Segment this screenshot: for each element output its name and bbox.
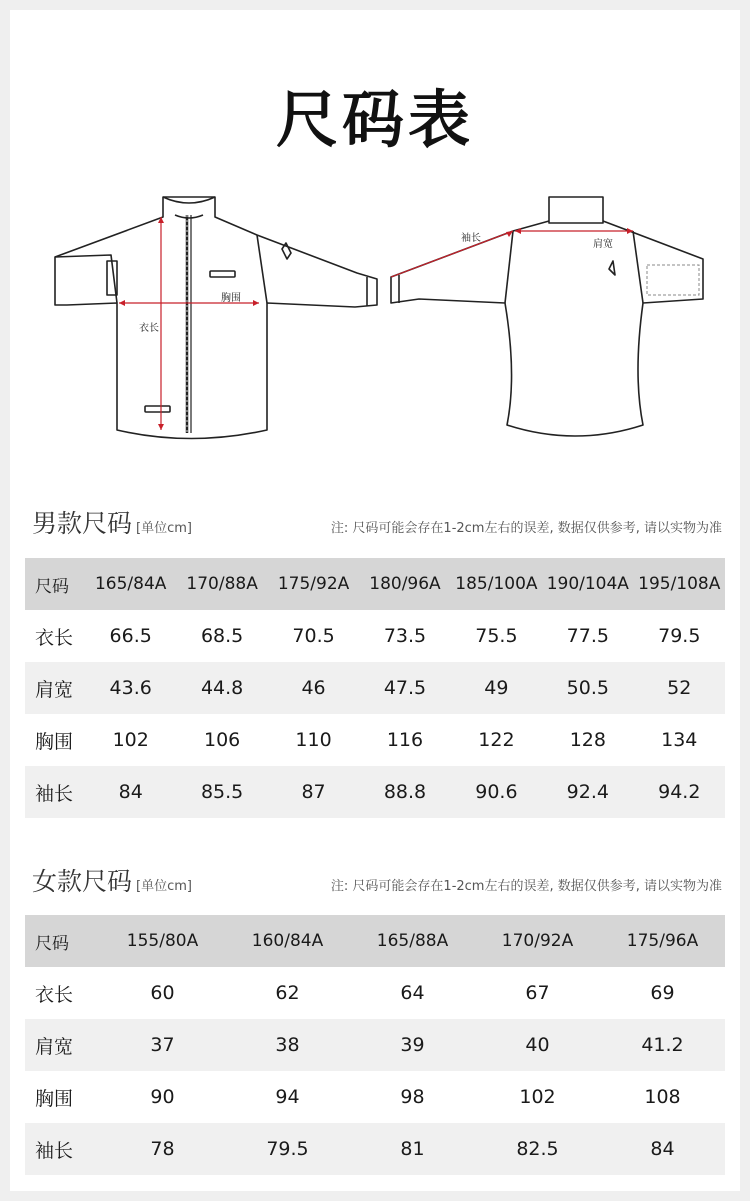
- table-cell: 40: [475, 1019, 600, 1071]
- women-note: 注: 尺码可能会存在1-2cm左右的误差, 数据仅供参考, 请以实物为准: [330, 879, 722, 894]
- header-size-cell: 160/84A: [225, 915, 350, 967]
- table-row: [25, 1123, 725, 1175]
- header-size-cell: 195/108A: [634, 558, 725, 610]
- men-unit: [单位cm]: [136, 521, 192, 536]
- table-cell: 64: [400, 982, 425, 1004]
- women-unit: [单位cm]: [136, 879, 192, 894]
- men-note: 注: 尺码可能会存在1-2cm左右的误差, 数据仅供参考, 请以实物为准: [330, 521, 722, 536]
- table-row: [25, 766, 725, 818]
- men-title-text: 男款尺码: [32, 509, 133, 538]
- table-cell: 84: [85, 766, 176, 818]
- table-cell: 50.5: [542, 662, 633, 714]
- table-cell: 49: [451, 662, 542, 714]
- table-cell: 84: [600, 1123, 725, 1175]
- table-cell: 87: [268, 766, 359, 818]
- table-cell: 94.2: [634, 766, 725, 818]
- table-cell: 92.4: [542, 766, 633, 818]
- table-cell: 75.5: [475, 625, 518, 647]
- table-cell: 102: [112, 729, 149, 751]
- row-measure-label: 肩宽: [25, 1019, 100, 1071]
- table-cell: 81: [350, 1123, 475, 1175]
- header-size-cell: 180/96A: [359, 558, 450, 610]
- header-size-cell: 185/100A: [451, 558, 542, 610]
- table-row: [25, 967, 725, 1019]
- header-size-cell: 190/104A: [542, 558, 633, 610]
- table-cell: 38: [225, 1019, 350, 1071]
- row-measure-label: 衣长: [35, 983, 74, 1006]
- table-cell: 69: [650, 982, 675, 1004]
- table-cell: 60: [150, 982, 175, 1004]
- table-cell: 88.8: [359, 766, 450, 818]
- men-section-header: [32, 500, 722, 540]
- table-cell: 52: [634, 662, 725, 714]
- table-cell: 37: [100, 1019, 225, 1071]
- jacket-back-diagram: [385, 185, 710, 445]
- table-row: [25, 1071, 725, 1123]
- table-header-row: [25, 558, 725, 610]
- women-section-header: [32, 858, 722, 898]
- women-title-text: 女款尺码: [32, 867, 133, 896]
- women-section-title: [32, 862, 192, 898]
- header-size-cell: 165/84A: [85, 558, 176, 610]
- table-header-row: [25, 915, 725, 967]
- table-cell: 78: [100, 1123, 225, 1175]
- row-measure-label: 袖长: [25, 766, 85, 818]
- women-size-table: [25, 915, 725, 1175]
- table-cell: 128: [569, 729, 606, 751]
- header-size-cell: 175/96A: [600, 915, 725, 967]
- table-cell: 122: [478, 729, 515, 751]
- men-size-table: [25, 558, 725, 818]
- table-cell: 110: [295, 729, 332, 751]
- table-row: [25, 610, 725, 662]
- row-measure-label: 袖长: [25, 1123, 100, 1175]
- chest-label: 胸围: [221, 293, 241, 304]
- table-cell: 70.5: [292, 625, 335, 647]
- table-cell: 73.5: [383, 625, 427, 647]
- table-row: [25, 662, 725, 714]
- page-title: 尺码表: [275, 83, 474, 156]
- header-size-label: 尺码: [25, 558, 85, 610]
- table-cell: 102: [519, 1086, 556, 1108]
- row-measure-label: 肩宽: [25, 662, 85, 714]
- table-cell: 66.5: [109, 625, 152, 647]
- table-row: [25, 714, 725, 766]
- shoulder-label: 肩宽: [593, 239, 613, 250]
- table-row: [25, 1019, 725, 1071]
- table-cell: 106: [204, 729, 241, 751]
- table-cell: 98: [400, 1086, 425, 1108]
- table-cell: 90: [150, 1086, 175, 1108]
- table-cell: 108: [644, 1086, 681, 1108]
- table-cell: 46: [268, 662, 359, 714]
- header-size-cell: 175/92A: [268, 558, 359, 610]
- table-cell: 116: [386, 729, 424, 751]
- table-cell: 41.2: [600, 1019, 725, 1071]
- table-cell: 85.5: [176, 766, 267, 818]
- table-cell: 62: [275, 982, 300, 1004]
- men-section-title: [32, 504, 192, 540]
- header-size-cell: 165/88A: [350, 915, 475, 967]
- table-cell: 39: [350, 1019, 475, 1071]
- table-cell: 67: [525, 982, 550, 1004]
- header-size-label: 尺码: [25, 915, 100, 967]
- row-measure-label: 衣长: [35, 626, 74, 649]
- table-cell: 79.5: [658, 625, 701, 647]
- table-cell: 47.5: [359, 662, 450, 714]
- table-cell: 68.5: [200, 625, 244, 647]
- table-cell: 43.6: [85, 662, 176, 714]
- table-cell: 79.5: [225, 1123, 350, 1175]
- table-cell: 94: [275, 1086, 300, 1108]
- table-cell: 90.6: [451, 766, 542, 818]
- table-cell: 82.5: [475, 1123, 600, 1175]
- header-size-cell: 170/92A: [475, 915, 600, 967]
- length-label: 衣长: [139, 323, 159, 334]
- jacket-front-diagram: [45, 185, 390, 445]
- row-measure-label: 胸围: [35, 1087, 74, 1110]
- header-size-cell: 155/80A: [100, 915, 225, 967]
- table-cell: 134: [661, 729, 698, 751]
- sleeve-label: 袖长: [461, 233, 481, 244]
- header-size-cell: 170/88A: [176, 558, 267, 610]
- row-measure-label: 胸围: [35, 730, 74, 753]
- table-cell: 77.5: [566, 625, 609, 647]
- table-cell: 44.8: [176, 662, 267, 714]
